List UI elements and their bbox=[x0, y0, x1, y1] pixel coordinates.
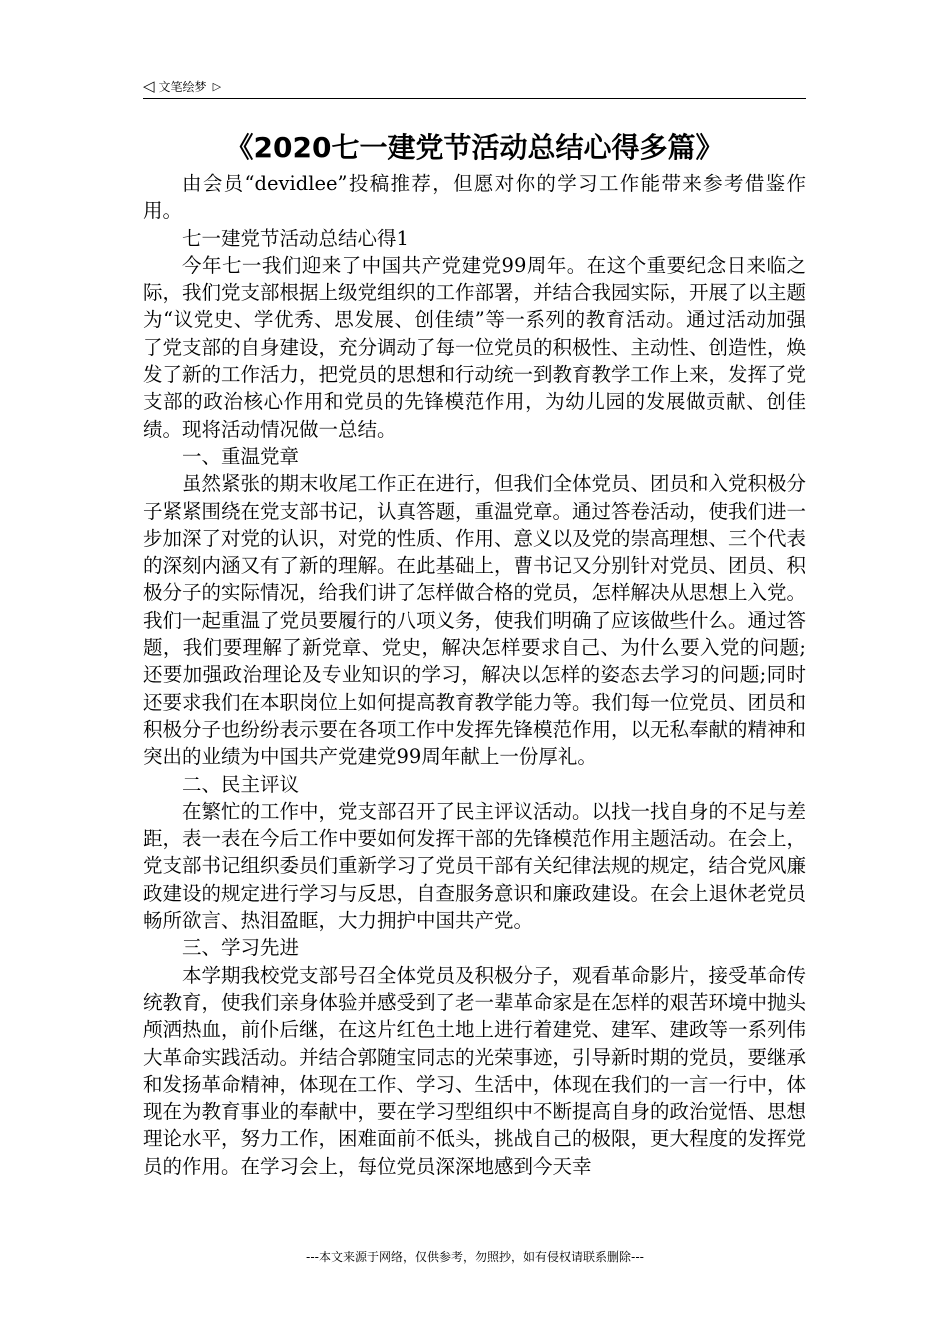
body-paragraph: 本学期我校党支部号召全体党员及积极分子，观看革命影片，接受革命传统教育，使我们亲身体验并感受到了老一辈革命家是在怎样的艰苦环境中抛头颅洒热血，前仆后继，在这片红色土地上进行着建党、建军、建政等一系列伟大革命实践活动。并结合郭随宝同志的光荣事迹，引导新时期的党员，要继承和发扬革命精神，体现在工作、学习、生活中，体现在我们的一言一行中，体现在为教育事业的奉献中，要在学习型组织中不断提高自身的政治觉悟、思想理论水平，努力工作，困难面前不低头，挑战自己的极限，更大程度的发挥党员的作用。在学习会上，每位党员深深地感到今天幸 bbox=[143, 963, 807, 1178]
header-divider bbox=[143, 98, 806, 99]
body-paragraph: 虽然紧张的期末收尾工作正在进行，但我们全体党员、团员和入党积极分子紧紧围绕在党支部书记，认真答题，重温党章。通过答卷活动，使我们进一步加深了对党的认识，对党的性质、作用、意义以及党的崇高理想、三个代表的深刻内涵又有了新的理解。在此基础上，曹书记又分别针对党员、团员、积极分子的实际情况，给我们讲了怎样做合格的党员，怎样解决从思想上入党。我们一起重温了党员要履行的八项义务，使我们明确了应该做些什么。通过答题，我们要理解了新党章、党史，解决怎样要求自己、为什么要入党的问题;还要加强政治理论及专业知识的学习，解决以怎样的姿态去学习的问题;同时还要求我们在本职岗位上如何提高教育教学能力等。我们每一位党员、团员和积极分子也纷纷表示要在各项工作中发挥先锋模范作用，以无私奉献的精神和突出的业绩为中国共产党建党99周年献上一份厚礼。 bbox=[143, 472, 807, 769]
document-title: 《2020七一建党节活动总结心得多篇》 bbox=[225, 131, 724, 164]
page-header bbox=[143, 74, 806, 98]
body-paragraph: 今年七一我们迎来了中国共产党建党99周年。在这个重要纪念日来临之际，我们党支部根据上级党组织的工作部署，并结合我园实际，开展了以主题为“议党史、学优秀、思发展、创佳绩”等一系列的教育活动。通过活动加强了党支部的自身建设，充分调动了每一位党员的积极性、主动性、创造性，焕发了新的工作活力，把党员的思想和行动统一到教育教学工作上来，发挥了党支部的政治核心作用和党员的先锋模范作用，为幼儿园的发展做贡献、创佳绩。现将活动情况做一总结。 bbox=[143, 253, 807, 441]
header-brand: 文笔绘梦 bbox=[158, 79, 207, 94]
intro-paragraph: 由会员“devidlee”投稿推荐，但愿对你的学习工作能带来参考借鉴作用。 bbox=[143, 172, 806, 223]
section-heading: 三、学习先进 bbox=[182, 936, 300, 960]
document-body bbox=[143, 170, 806, 1180]
triangle-left-icon: ◁ bbox=[143, 76, 155, 95]
section-heading: 七一建党节活动总结心得1 bbox=[182, 226, 409, 250]
section-heading: 一、重温党章 bbox=[182, 444, 300, 468]
triangle-right-icon: ▷ bbox=[212, 79, 222, 93]
body-paragraph: 在繁忙的工作中，党支部召开了民主评议活动。以找一找自身的不足与差距，表一表在今后工作中要如何发挥干部的先锋模范作用主题活动。在会上，党支部书记组织委员们重新学习了党员干部有关纪律法规的规定，结合党风廉政建设的规定进行学习与反思，自查服务意识和廉政建设。在会上退休老党员畅所欲言、热泪盈眶，大力拥护中国共产党。 bbox=[143, 799, 807, 933]
section-heading: 二、民主评议 bbox=[182, 772, 300, 796]
footer-notice: ---本文来源于网络，仅供参考，勿照抄，如有侵权请联系删除--- bbox=[306, 1250, 644, 1264]
